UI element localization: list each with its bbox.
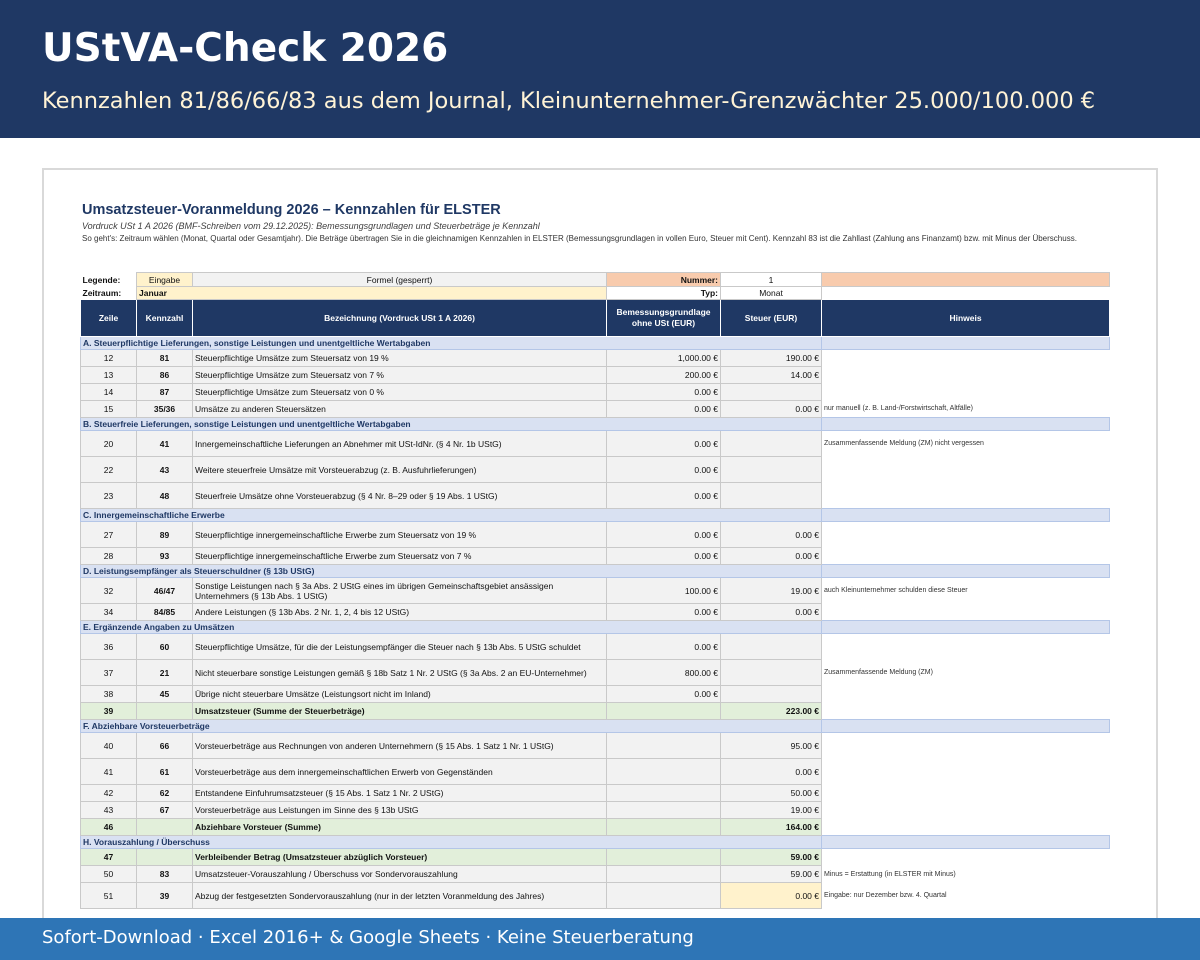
section-header <box>81 621 1110 634</box>
cell-bemessung: 1,000.00 € <box>607 350 721 367</box>
section-fill <box>822 509 1110 522</box>
cell-kennzahl: 45 <box>137 686 193 703</box>
table-row <box>81 431 1110 457</box>
cell-zeile: 34 <box>81 604 137 621</box>
table-row <box>81 350 1110 367</box>
cell-kennzahl: 60 <box>137 634 193 660</box>
section-label: D. Leistungsempfänger als Steuerschuldner (§ 13b UStG) <box>81 565 822 578</box>
cell-zeile: 13 <box>81 367 137 384</box>
col-header-steuer: Steuer (EUR) <box>721 300 822 337</box>
table-row <box>81 367 1110 384</box>
cell-bezeichnung: Entstandene Einfuhrumsatzsteuer (§ 15 Abs. 1 Satz 1 Nr. 2 UStG) <box>193 785 607 802</box>
cell-bezeichnung: Steuerpflichtige innergemeinschaftliche Erwerbe zum Steuersatz von 7 % <box>193 548 607 565</box>
cell-zeile: 47 <box>81 849 137 866</box>
cell-bezeichnung: Sonstige Leistungen nach § 3a Abs. 2 UStG eines im übrigen Gemeinschaftsgebiet ansässigen Unternehmers (§ 13b Abs. 1 UStG) <box>193 578 607 604</box>
cell-bezeichnung: Innergemeinschaftliche Lieferungen an Abnehmer mit USt-IdNr. (§ 4 Nr. 1b UStG) <box>193 431 607 457</box>
table-row <box>81 866 1110 883</box>
cell-zeile: 32 <box>81 578 137 604</box>
table-row <box>81 457 1110 483</box>
cell-zeile: 28 <box>81 548 137 565</box>
table-row <box>81 522 1110 548</box>
cell-bemessung <box>607 802 721 819</box>
cell-bezeichnung: Steuerpflichtige Umsätze zum Steuersatz von 0 % <box>193 384 607 401</box>
cell-hinweis <box>822 384 1110 401</box>
cell-bemessung: 0.00 € <box>607 431 721 457</box>
cell-bezeichnung: Steuerpflichtige Umsätze zum Steuersatz von 19 % <box>193 350 607 367</box>
cell-steuer: 223.00 € <box>721 703 822 720</box>
cell-bezeichnung: Weitere steuerfreie Umsätze mit Vorsteuerabzug (z. B. Ausfuhrlieferungen) <box>193 457 607 483</box>
cell-zeile: 43 <box>81 802 137 819</box>
section-header <box>81 337 1110 350</box>
cell-hinweis <box>822 802 1110 819</box>
cell-kennzahl: 61 <box>137 759 193 785</box>
cell-bezeichnung: Steuerfreie Umsätze ohne Vorsteuerabzug (§ 4 Nr. 8–29 oder § 19 Abs. 1 UStG) <box>193 483 607 509</box>
zeitraum-label: Zeitraum: <box>82 287 122 298</box>
table-row <box>81 759 1110 785</box>
cell-steuer: 14.00 € <box>721 367 822 384</box>
cell-zeile: 15 <box>81 401 137 418</box>
cell-zeile: 20 <box>81 431 137 457</box>
cell-kennzahl: 46/47 <box>137 578 193 604</box>
cell-bemessung <box>607 703 721 720</box>
cell-zeile: 12 <box>81 350 137 367</box>
cell-bemessung <box>607 733 721 759</box>
cell-bezeichnung: Verbleibender Betrag (Umsatzsteuer abzüglich Vorsteuer) <box>193 849 607 866</box>
cell-bezeichnung: Umsätze zu anderen Steuersätzen <box>193 401 607 418</box>
legend-input-swatch: Eingabe <box>137 273 193 287</box>
cell-hinweis: nur manuell (z. B. Land-/Forstwirtschaft, Altfälle) <box>822 401 1110 418</box>
cell-bezeichnung: Nicht steuerbare sonstige Leistungen gemäß § 18b Satz 1 Nr. 2 UStG (§ 3a Abs. 2 an EU-Unternehmer) <box>193 660 607 686</box>
cell-zeile: 40 <box>81 733 137 759</box>
cell-hinweis <box>822 548 1110 565</box>
spreadsheet-preview <box>42 168 1158 928</box>
sum-row <box>81 849 1110 866</box>
col-header-zeile: Zeile <box>81 300 137 337</box>
kennzahlen-table <box>80 272 1110 909</box>
cell-steuer <box>721 686 822 703</box>
cell-hinweis <box>822 457 1110 483</box>
cell-steuer: 50.00 € <box>721 785 822 802</box>
sum-row <box>81 819 1110 836</box>
table-row <box>81 604 1110 621</box>
cell-kennzahl: 48 <box>137 483 193 509</box>
cell-bemessung: 0.00 € <box>607 457 721 483</box>
cell-kennzahl: 67 <box>137 802 193 819</box>
cell-kennzahl <box>137 819 193 836</box>
cell-zeile: 50 <box>81 866 137 883</box>
cell-zeile: 38 <box>81 686 137 703</box>
cell-steuer: 59.00 € <box>721 849 822 866</box>
cell-bemessung: 0.00 € <box>607 548 721 565</box>
table-row <box>81 660 1110 686</box>
cell-zeile: 39 <box>81 703 137 720</box>
table-row <box>81 578 1110 604</box>
section-fill <box>822 565 1110 578</box>
table-row <box>81 401 1110 418</box>
nummer-fill <box>822 273 1110 287</box>
cell-zeile: 51 <box>81 883 137 909</box>
cell-kennzahl: 62 <box>137 785 193 802</box>
cell-steuer: 0.00 € <box>721 604 822 621</box>
cell-zeile: 23 <box>81 483 137 509</box>
section-label: E. Ergänzende Angaben zu Umsätzen <box>81 621 822 634</box>
cell-steuer <box>721 431 822 457</box>
section-fill <box>822 621 1110 634</box>
cell-zeile: 14 <box>81 384 137 401</box>
cell-bezeichnung: Vorsteuerbeträge aus dem innergemeinschaftlichen Erwerb von Gegenständen <box>193 759 607 785</box>
cell-bezeichnung: Andere Leistungen (§ 13b Abs. 2 Nr. 1, 2, 4 bis 12 UStG) <box>193 604 607 621</box>
section-label: C. Innergemeinschaftliche Erwerbe <box>81 509 822 522</box>
cell-bezeichnung: Umsatzsteuer-Vorauszahlung / Überschuss vor Sondervorauszahlung <box>193 866 607 883</box>
cell-hinweis <box>822 759 1110 785</box>
cell-hinweis <box>822 604 1110 621</box>
cell-hinweis <box>822 819 1110 836</box>
cell-hinweis <box>822 785 1110 802</box>
table-header <box>81 300 1110 337</box>
cell-kennzahl: 39 <box>137 883 193 909</box>
cell-kennzahl: 43 <box>137 457 193 483</box>
cell-zeile: 46 <box>81 819 137 836</box>
cell-hinweis <box>822 686 1110 703</box>
cell-bemessung: 0.00 € <box>607 604 721 621</box>
cell-kennzahl: 41 <box>137 431 193 457</box>
cell-bezeichnung: Steuerpflichtige innergemeinschaftliche Erwerbe zum Steuersatz von 19 % <box>193 522 607 548</box>
cell-steuer <box>721 483 822 509</box>
cell-hinweis <box>822 733 1110 759</box>
cell-steuer: 95.00 € <box>721 733 822 759</box>
cell-zeile: 36 <box>81 634 137 660</box>
table-row <box>81 883 1110 909</box>
col-header-bemessung: Bemessungsgrundlage ohne USt (EUR) <box>607 300 721 337</box>
cell-steuer <box>721 384 822 401</box>
cell-hinweis <box>822 849 1110 866</box>
cell-zeile: 42 <box>81 785 137 802</box>
cell-kennzahl: 87 <box>137 384 193 401</box>
cell-zeile: 27 <box>81 522 137 548</box>
typ-value: Monat <box>721 287 822 300</box>
cell-kennzahl: 86 <box>137 367 193 384</box>
section-header <box>81 418 1110 431</box>
section-header <box>81 836 1110 849</box>
sheet-subtitle: Vordruck USt 1 A 2026 (BMF-Schreiben vom 29.12.2025): Bemessungsgrundlagen und Steuerbeträge je Kennzahl <box>82 221 540 231</box>
cell-hinweis <box>822 634 1110 660</box>
section-label: B. Steuerfreie Lieferungen, sonstige Leistungen und unentgeltliche Wertabgaben <box>81 418 822 431</box>
table-row <box>81 548 1110 565</box>
cell-hinweis: auch Kleinunternehmer schulden diese Steuer <box>822 578 1110 604</box>
cell-bezeichnung: Abziehbare Vorsteuer (Summe) <box>193 819 607 836</box>
table-row <box>81 802 1110 819</box>
cell-steuer[interactable]: 0.00 € <box>721 883 822 909</box>
cell-hinweis <box>822 703 1110 720</box>
cell-bemessung <box>607 866 721 883</box>
footer-text: Sofort-Download · Excel 2016+ & Google Sheets · Keine Steuerberatung <box>42 927 694 948</box>
cell-kennzahl: 21 <box>137 660 193 686</box>
top-banner <box>0 0 1200 138</box>
cell-steuer <box>721 634 822 660</box>
cell-steuer: 0.00 € <box>721 548 822 565</box>
typ-label: Typ: <box>607 287 721 300</box>
cell-kennzahl: 89 <box>137 522 193 548</box>
cell-bemessung: 0.00 € <box>607 634 721 660</box>
cell-steuer: 0.00 € <box>721 522 822 548</box>
cell-kennzahl: 83 <box>137 866 193 883</box>
cell-zeile: 41 <box>81 759 137 785</box>
cell-bezeichnung: Vorsteuerbeträge aus Rechnungen von anderen Unternehmern (§ 15 Abs. 1 Satz 1 Nr. 1 UStG) <box>193 733 607 759</box>
zeitraum-row <box>81 287 1110 300</box>
cell-hinweis <box>822 522 1110 548</box>
cell-bezeichnung: Steuerpflichtige Umsätze, für die der Leistungsempfänger die Steuer nach § 13b Abs. 5 UStG schuldet <box>193 634 607 660</box>
cell-bemessung: 0.00 € <box>607 686 721 703</box>
cell-steuer: 59.00 € <box>721 866 822 883</box>
section-header <box>81 720 1110 733</box>
zeitraum-select[interactable]: Januar <box>137 287 607 300</box>
section-label: A. Steuerpflichtige Lieferungen, sonstige Leistungen und unentgeltliche Wertabgaben <box>81 337 822 350</box>
cell-bezeichnung: Umsatzsteuer (Summe der Steuerbeträge) <box>193 703 607 720</box>
sheet-title: Umsatzsteuer-Voranmeldung 2026 – Kennzahlen für ELSTER <box>82 202 501 218</box>
cell-steuer: 19.00 € <box>721 802 822 819</box>
banner-title: UStVA-Check 2026 <box>42 26 449 71</box>
cell-kennzahl: 84/85 <box>137 604 193 621</box>
cell-bemessung <box>607 759 721 785</box>
cell-hinweis: Minus = Erstattung (in ELSTER mit Minus) <box>822 866 1110 883</box>
cell-bemessung: 100.00 € <box>607 578 721 604</box>
cell-steuer: 190.00 € <box>721 350 822 367</box>
col-header-bezeichnung: Bezeichnung (Vordruck USt 1 A 2026) <box>193 300 607 337</box>
cell-hinweis: Zusammenfassende Meldung (ZM) nicht vergessen <box>822 431 1110 457</box>
cell-bemessung <box>607 785 721 802</box>
cell-bemessung <box>607 883 721 909</box>
cell-bezeichnung: Abzug der festgesetzten Sondervorauszahlung (nur in der letzten Voranmeldung des Jahres) <box>193 883 607 909</box>
cell-bemessung: 800.00 € <box>607 660 721 686</box>
cell-bemessung: 200.00 € <box>607 367 721 384</box>
cell-bemessung <box>607 819 721 836</box>
cell-bemessung: 0.00 € <box>607 384 721 401</box>
cell-zeile: 22 <box>81 457 137 483</box>
section-fill <box>822 337 1110 350</box>
legend-row <box>81 273 1110 287</box>
table-row <box>81 634 1110 660</box>
table-row <box>81 483 1110 509</box>
cell-zeile: 37 <box>81 660 137 686</box>
section-header <box>81 565 1110 578</box>
sheet-help-text: So geht's: Zeitraum wählen (Monat, Quartal oder Gesamtjahr). Die Beträge übertragen Sie in die gleichnamigen Kennzahlen in ELSTER (Bemessungsgrundlagen in vollen Euro, Steuer mit Cent). Kennzahl 83 ist die Zahllast (Zahlung ans Finanzamt) bzw. mit Minus der Überschuss. <box>82 234 1077 243</box>
cell-steuer: 19.00 € <box>721 578 822 604</box>
section-header <box>81 509 1110 522</box>
nummer-label: Nummer: <box>607 273 721 287</box>
section-label: H. Vorauszahlung / Überschuss <box>81 836 822 849</box>
cell-hinweis: Zusammenfassende Meldung (ZM) <box>822 660 1110 686</box>
cell-bezeichnung: Steuerpflichtige Umsätze zum Steuersatz von 7 % <box>193 367 607 384</box>
cell-kennzahl: 66 <box>137 733 193 759</box>
sum-row <box>81 703 1110 720</box>
cell-kennzahl <box>137 703 193 720</box>
cell-bemessung: 0.00 € <box>607 401 721 418</box>
bottom-banner <box>0 918 1200 960</box>
cell-bezeichnung: Übrige nicht steuerbare Umsätze (Leistungsort nicht im Inland) <box>193 686 607 703</box>
cell-hinweis <box>822 350 1110 367</box>
legend-formula-swatch: Formel (gesperrt) <box>193 273 607 287</box>
cell-hinweis <box>822 483 1110 509</box>
table-row <box>81 686 1110 703</box>
table-row <box>81 733 1110 759</box>
cell-bemessung: 0.00 € <box>607 522 721 548</box>
cell-steuer: 0.00 € <box>721 759 822 785</box>
nummer-input[interactable]: 1 <box>721 273 822 287</box>
cell-kennzahl: 35/36 <box>137 401 193 418</box>
table-row <box>81 384 1110 401</box>
banner-subtitle: Kennzahlen 81/86/66/83 aus dem Journal, Kleinunternehmer-Grenzwächter 25.000/100.000 € <box>42 88 1096 114</box>
section-fill <box>822 720 1110 733</box>
cell-steuer: 0.00 € <box>721 401 822 418</box>
cell-hinweis: Eingabe: nur Dezember bzw. 4. Quartal <box>822 883 1110 909</box>
col-header-hinweis: Hinweis <box>822 300 1110 337</box>
cell-steuer <box>721 660 822 686</box>
cell-hinweis <box>822 367 1110 384</box>
section-label: F. Abziehbare Vorsteuerbeträge <box>81 720 822 733</box>
cell-bemessung <box>607 849 721 866</box>
cell-kennzahl: 93 <box>137 548 193 565</box>
table-row <box>81 785 1110 802</box>
legend-label: Legende: <box>82 274 121 285</box>
cell-bezeichnung: Vorsteuerbeträge aus Leistungen im Sinne des § 13b UStG <box>193 802 607 819</box>
cell-steuer <box>721 457 822 483</box>
section-fill <box>822 418 1110 431</box>
cell-steuer: 164.00 € <box>721 819 822 836</box>
section-fill <box>822 836 1110 849</box>
cell-bemessung: 0.00 € <box>607 483 721 509</box>
cell-kennzahl <box>137 849 193 866</box>
col-header-kennzahl: Kennzahl <box>137 300 193 337</box>
zeitraum-spacer <box>822 287 1110 300</box>
cell-kennzahl: 81 <box>137 350 193 367</box>
